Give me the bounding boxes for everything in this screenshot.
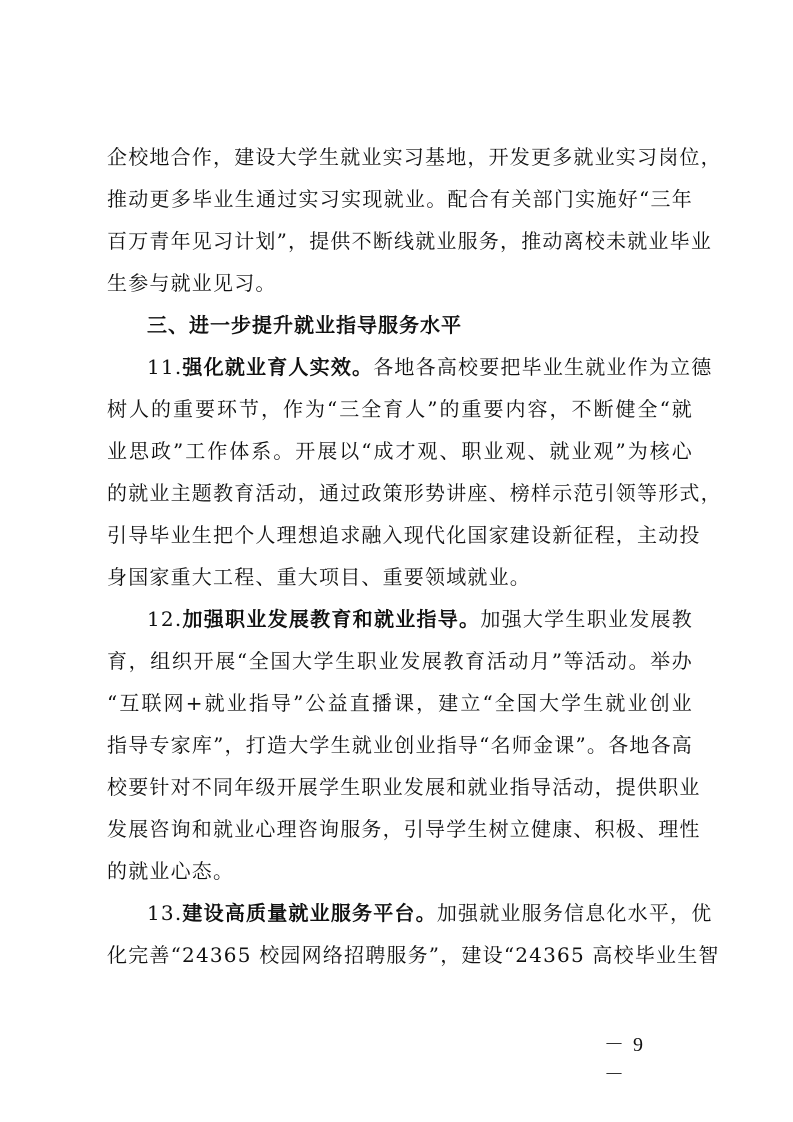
body-line: 身国家重大工程、重大项目、重要领域就业。 [107, 565, 531, 589]
body-line: 生参与就业见习。 [107, 271, 277, 295]
body-line: 的就业主题教育活动，通过政策形势讲座、榜样示范引领等形式， [107, 481, 722, 505]
page-number: － 9 － [604, 1034, 645, 1086]
section-heading: 三、进一步提升就业指导服务水平 [147, 313, 462, 337]
body-line: 推动更多毕业生通过实习实现就业。配合有关部门实施好“三年 [107, 187, 693, 211]
body-line: 育，组织开展“全国大学生职业发展教育活动月”等活动。举办 [107, 649, 693, 673]
body-line: 树人的重要环节，作为“三全育人”的重要内容，不断健全“就 [107, 397, 693, 421]
body-line: “互联网+就业指导”公益直播课，建立“全国大学生就业创业 [107, 691, 693, 715]
body-line: 发展咨询和就业心理咨询服务，引导学生树立健康、积极、理性 [107, 817, 701, 841]
body-line: 校要针对不同年级开展学生职业发展和就业指导活动，提供职业 [107, 775, 701, 799]
item-lead-text: 加强大学生职业发展教 [480, 607, 693, 631]
item-lead-text: 加强就业服务信息化水平，优 [436, 901, 713, 925]
item-number: 11. [147, 355, 183, 379]
body-line: 业思政”工作体系。开展以“成才观、职业观、就业观”为核心 [107, 439, 693, 463]
body-line: 指导专家库”，打造大学生就业创业指导“名师金课”。各地各高 [107, 733, 693, 757]
item-number: 12. [147, 607, 183, 631]
paragraph-11-first-line [147, 351, 713, 383]
body-line: 的就业心态。 [107, 859, 235, 883]
item-lead-title: 建设高质量就业服务平台。 [182, 901, 437, 925]
paragraph-12-first-line [147, 603, 693, 635]
item-number: 13. [147, 901, 183, 925]
body-line: 百万青年见习计划”，提供不断线就业服务，推动离校未就业毕业 [107, 229, 713, 253]
item-lead-title: 强化就业育人实效。 [182, 355, 374, 379]
paragraph-13-first-line [147, 897, 713, 929]
item-lead-text: 各地各高校要把毕业生就业作为立德 [373, 355, 713, 379]
body-line: 企校地合作，建设大学生就业实习基地，开发更多就业实习岗位， [107, 145, 722, 169]
body-line: 引导毕业生把个人理想追求融入现代化国家建设新征程，主动投 [107, 523, 701, 547]
item-lead-title: 加强职业发展教育和就业指导。 [182, 607, 481, 631]
body-line: 化完善“24365 校园网络招聘服务”，建设“24365 高校毕业生智 [107, 943, 720, 967]
